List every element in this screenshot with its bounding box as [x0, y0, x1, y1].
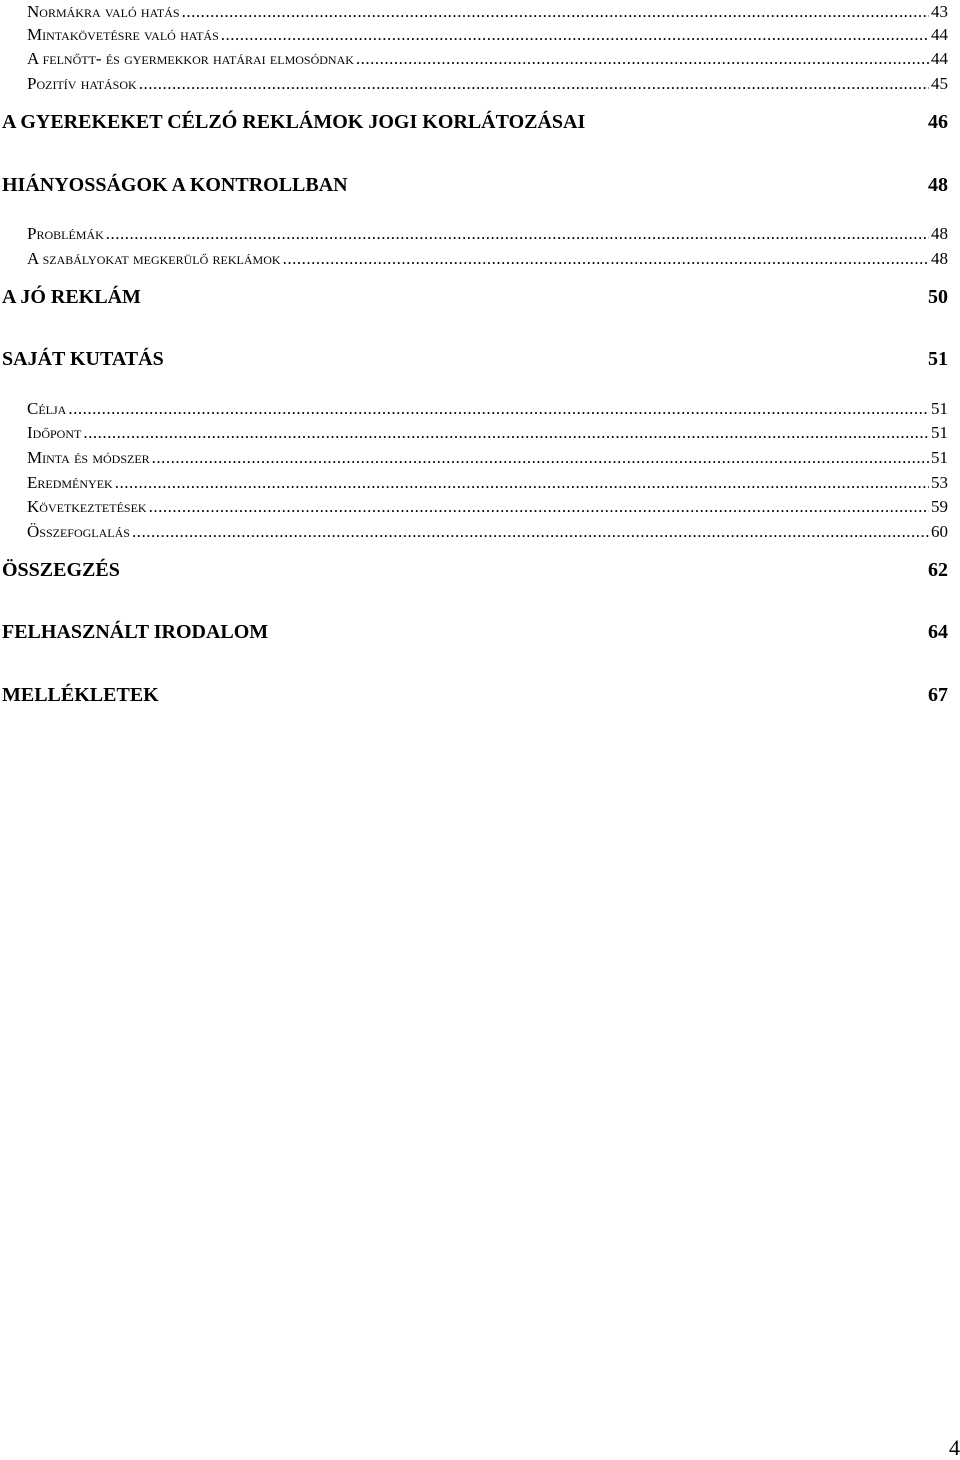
toc-entry-page: 48: [931, 224, 948, 243]
toc-entry-title: Normákra való hatás: [27, 2, 180, 21]
toc-entry-title: Pozitív hatások: [27, 74, 137, 93]
toc-entry[interactable]: [27, 422, 948, 444]
dot-leader: [83, 422, 929, 444]
dot-leader: [68, 398, 929, 420]
toc-entry[interactable]: [27, 521, 948, 543]
toc-entry[interactable]: [27, 48, 948, 70]
toc-chapter-page: 46: [928, 111, 948, 133]
toc-entry-page: 59: [931, 497, 948, 516]
toc-entry-page: 44: [931, 25, 948, 44]
toc-entry-title: Időpont: [27, 423, 82, 442]
toc-entry[interactable]: [27, 248, 948, 270]
toc-entry-title: Eredmények: [27, 473, 113, 492]
toc-entry-page: 44: [931, 49, 948, 68]
toc-entry[interactable]: [27, 496, 948, 518]
toc-chapter[interactable]: [2, 109, 948, 135]
toc-entry-title: Következtetések: [27, 497, 147, 516]
dot-leader: [149, 496, 929, 518]
toc-entry-title: A felnőtt- és gyermekkor határai elmosódnak: [27, 49, 354, 68]
toc-chapter-page: 50: [928, 286, 948, 308]
toc-entry[interactable]: [27, 73, 948, 95]
toc-chapter-title: MELLÉKLETEK: [2, 684, 159, 706]
dot-leader: [356, 48, 929, 70]
toc-entry-page: 60: [931, 522, 948, 541]
toc-entry-title: Problémák: [27, 224, 104, 243]
toc-entry-page: 43: [931, 2, 948, 21]
toc-entry-title: Összefoglalás: [27, 522, 130, 541]
toc-chapter-title: HIÁNYOSSÁGOK A KONTROLLBAN: [2, 174, 348, 196]
toc-chapter[interactable]: [2, 346, 948, 372]
toc-entry-page: 53: [931, 473, 948, 492]
toc-chapter[interactable]: [2, 557, 948, 583]
toc-chapter-title: ÖSSZEGZÉS: [2, 559, 120, 581]
toc-entry[interactable]: [27, 223, 948, 245]
toc-chapter[interactable]: [2, 619, 948, 645]
page-number: 4: [949, 1435, 960, 1460]
toc-chapter-page: 67: [928, 684, 948, 706]
toc-chapter-page: 48: [928, 174, 948, 196]
dot-leader: [106, 223, 929, 245]
toc-chapter-page: 51: [928, 348, 948, 370]
toc-chapter-title: A GYEREKEKET CÉLZÓ REKLÁMOK JOGI KORLÁTOZÁSAI: [2, 111, 586, 133]
toc-chapter-page: 64: [928, 621, 948, 643]
toc-chapter[interactable]: [2, 172, 948, 198]
dot-leader: [283, 248, 929, 270]
toc-entry-page: 48: [931, 249, 948, 268]
toc-entry[interactable]: [27, 24, 948, 46]
dot-leader: [139, 73, 929, 95]
toc-chapter-title: A JÓ REKLÁM: [2, 286, 141, 308]
toc-entry-page: 45: [931, 74, 948, 93]
toc-chapter-page: 62: [928, 559, 948, 581]
toc-entry[interactable]: [27, 447, 948, 469]
dot-leader: [132, 521, 929, 543]
dot-leader: [115, 472, 929, 494]
toc-entry[interactable]: [27, 398, 948, 420]
toc-entry[interactable]: [27, 1, 948, 23]
toc-chapter-title: FELHASZNÁLT IRODALOM: [2, 621, 269, 643]
toc-entry[interactable]: [27, 472, 948, 494]
toc-entry-title: Mintakövetésre való hatás: [27, 25, 219, 44]
toc-entry-page: 51: [931, 423, 948, 442]
dot-leader: [221, 24, 929, 46]
dot-leader: [182, 1, 929, 23]
toc-entry-page: 51: [931, 448, 948, 467]
toc-entry-title: Minta és módszer: [27, 448, 150, 467]
toc-chapter-title: SAJÁT KUTATÁS: [2, 348, 164, 370]
toc-entry-page: 51: [931, 399, 948, 418]
dot-leader: [152, 447, 929, 469]
toc-chapter[interactable]: [2, 284, 948, 310]
toc-chapter[interactable]: [2, 682, 948, 708]
toc-entry-title: A szabályokat megkerülő reklámok: [27, 249, 281, 268]
toc-entry-title: Célja: [27, 399, 67, 418]
